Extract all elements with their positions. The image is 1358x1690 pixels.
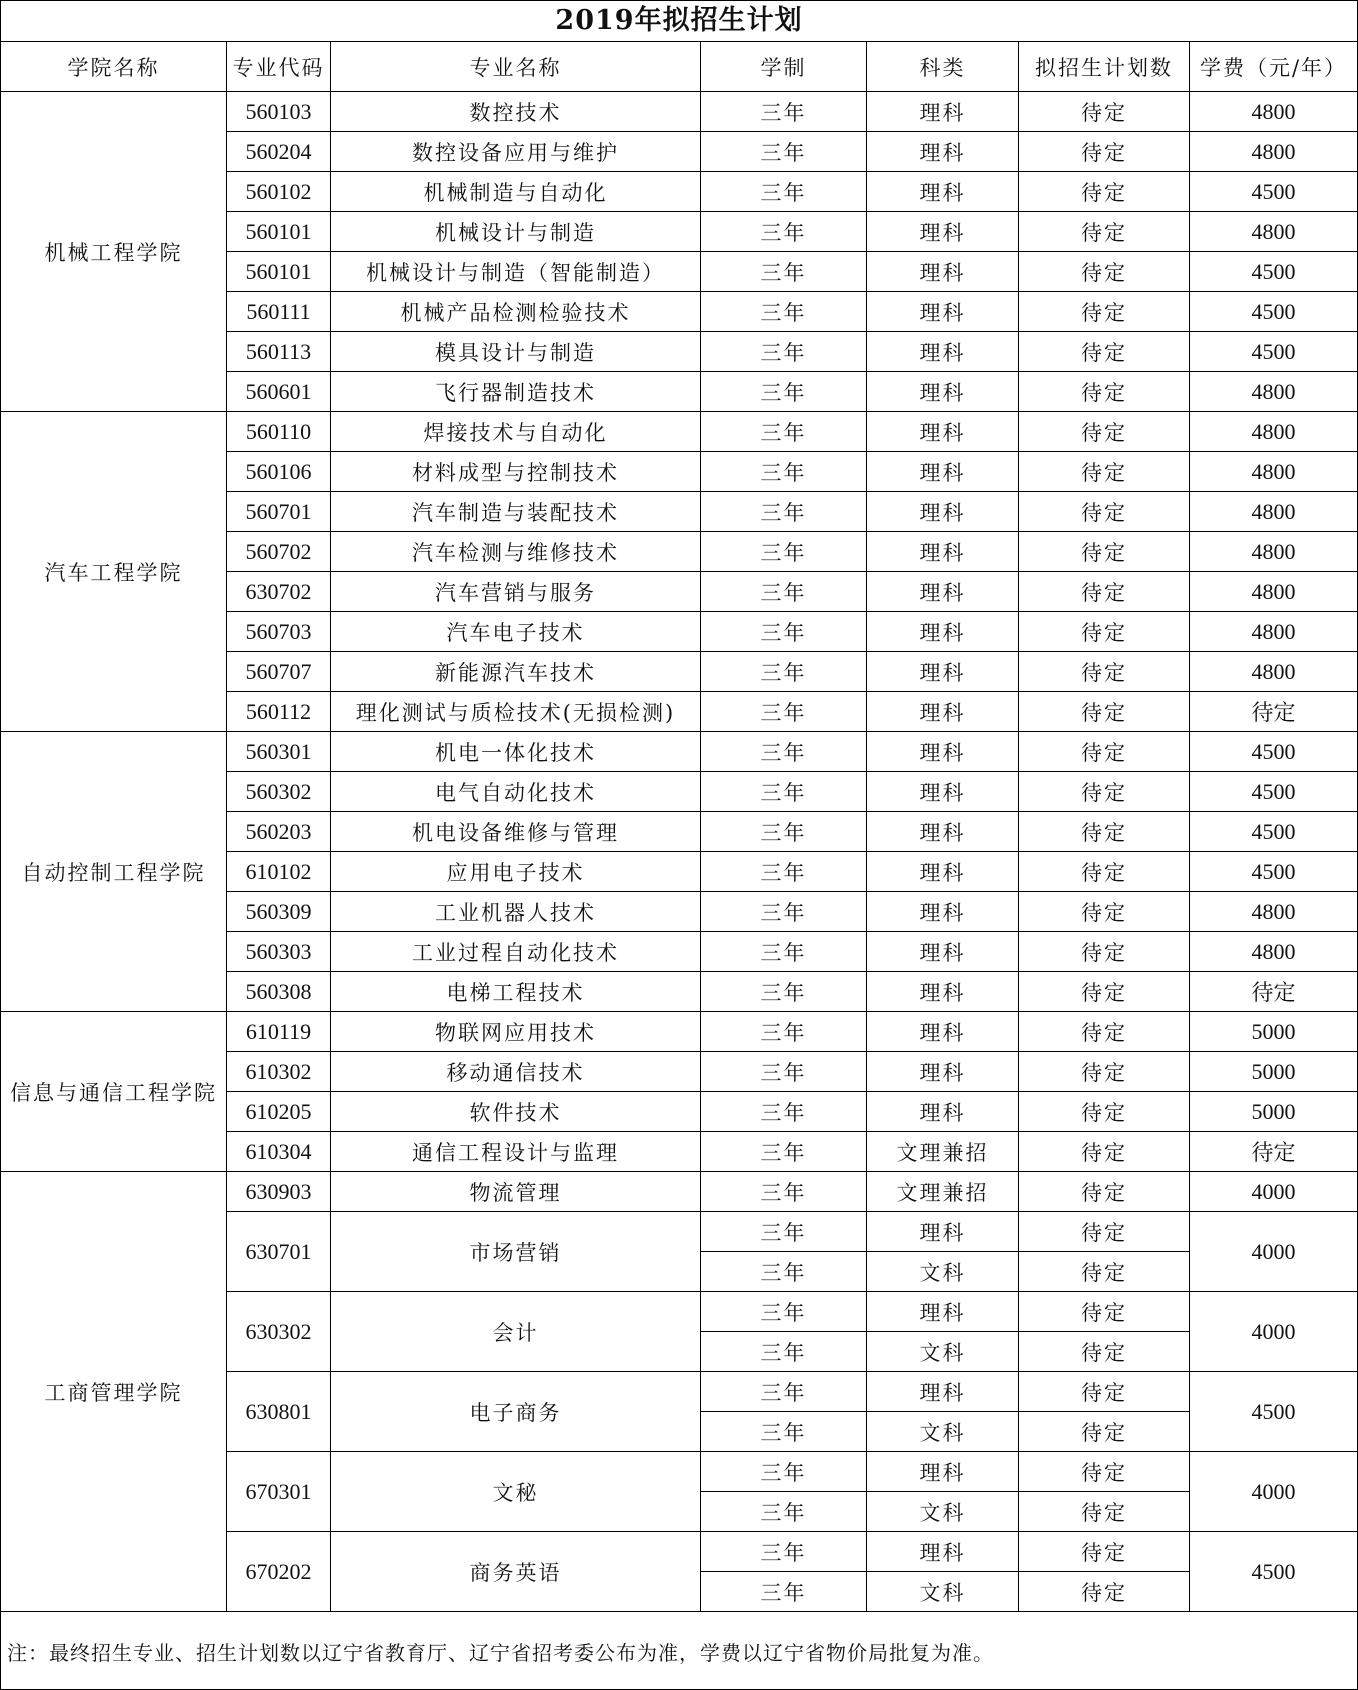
duration-cell: 三年	[701, 132, 867, 172]
category-cell: 理科	[867, 812, 1019, 852]
tuition-fee-cell: 4800	[1190, 572, 1358, 612]
major-name-cell: 机电一体化技术	[331, 732, 701, 772]
major-code-cell: 560112	[227, 692, 331, 732]
table-row	[1, 92, 1358, 132]
plan-count-cell: 待定	[1019, 372, 1190, 412]
category-cell: 理科	[867, 1532, 1019, 1572]
duration-cell: 三年	[701, 1172, 867, 1212]
major-code-cell: 560702	[227, 532, 331, 572]
plan-count-cell: 待定	[1019, 932, 1190, 972]
category-cell: 理科	[867, 172, 1019, 212]
major-name-cell: 通信工程设计与监理	[331, 1132, 701, 1172]
duration-cell: 三年	[701, 692, 867, 732]
major-code-cell: 630701	[227, 1212, 331, 1292]
category-cell: 理科	[867, 1372, 1019, 1412]
category-cell: 理科	[867, 532, 1019, 572]
major-name-cell: 文秘	[331, 1452, 701, 1532]
major-name-cell: 机械制造与自动化	[331, 172, 701, 212]
major-code-cell: 610102	[227, 852, 331, 892]
major-code-cell: 560308	[227, 972, 331, 1012]
tuition-fee-cell: 4800	[1190, 892, 1358, 932]
plan-count-cell: 待定	[1019, 1252, 1190, 1292]
category-cell: 文科	[867, 1332, 1019, 1372]
major-code-cell: 560601	[227, 372, 331, 412]
major-code-cell: 610302	[227, 1052, 331, 1092]
header-row	[1, 42, 1358, 92]
category-cell: 理科	[867, 1052, 1019, 1092]
category-cell: 文科	[867, 1252, 1019, 1292]
major-name-cell: 汽车制造与装配技术	[331, 492, 701, 532]
duration-cell: 三年	[701, 1372, 867, 1412]
major-name-cell: 会计	[331, 1292, 701, 1372]
major-name-cell: 市场营销	[331, 1212, 701, 1292]
tuition-fee-cell: 待定	[1190, 692, 1358, 732]
major-code-cell: 560703	[227, 612, 331, 652]
major-code-cell: 560303	[227, 932, 331, 972]
tuition-fee-cell: 4000	[1190, 1452, 1358, 1532]
duration-cell: 三年	[701, 732, 867, 772]
plan-count-cell: 待定	[1019, 332, 1190, 372]
plan-count-cell: 待定	[1019, 732, 1190, 772]
plan-count-cell: 待定	[1019, 212, 1190, 252]
major-code-cell: 560113	[227, 332, 331, 372]
college-name-cell: 信息与通信工程学院	[1, 1012, 227, 1172]
category-cell: 理科	[867, 1452, 1019, 1492]
tuition-fee-cell: 4000	[1190, 1212, 1358, 1292]
major-code-cell: 560106	[227, 452, 331, 492]
duration-cell: 三年	[701, 1292, 867, 1332]
plan-count-cell: 待定	[1019, 1532, 1190, 1572]
category-cell: 理科	[867, 932, 1019, 972]
plan-count-cell: 待定	[1019, 572, 1190, 612]
plan-count-cell: 待定	[1019, 292, 1190, 332]
major-code-cell: 560707	[227, 652, 331, 692]
category-cell: 理科	[867, 92, 1019, 132]
major-name-cell: 物联网应用技术	[331, 1012, 701, 1052]
duration-cell: 三年	[701, 1252, 867, 1292]
plan-count-cell: 待定	[1019, 1012, 1190, 1052]
duration-cell: 三年	[701, 412, 867, 452]
major-name-cell: 商务英语	[331, 1532, 701, 1612]
table-body	[1, 92, 1358, 1612]
plan-count-cell: 待定	[1019, 1092, 1190, 1132]
plan-count-cell: 待定	[1019, 412, 1190, 452]
duration-cell: 三年	[701, 1132, 867, 1172]
tuition-fee-cell: 待定	[1190, 972, 1358, 1012]
category-cell: 理科	[867, 292, 1019, 332]
major-name-cell: 电子商务	[331, 1372, 701, 1452]
tuition-fee-cell: 4800	[1190, 492, 1358, 532]
tuition-fee-cell: 4800	[1190, 132, 1358, 172]
plan-count-cell: 待定	[1019, 1412, 1190, 1452]
major-name-cell: 移动通信技术	[331, 1052, 701, 1092]
page-title: 2019年拟招生计划	[1, 1, 1357, 42]
category-cell: 理科	[867, 252, 1019, 292]
header-college: 学院名称	[1, 42, 227, 92]
major-code-cell: 560101	[227, 252, 331, 292]
tuition-fee-cell: 4000	[1190, 1292, 1358, 1372]
duration-cell: 三年	[701, 1332, 867, 1372]
category-cell: 文理兼招	[867, 1132, 1019, 1172]
tuition-fee-cell: 4500	[1190, 1372, 1358, 1452]
major-code-cell: 560309	[227, 892, 331, 932]
table-row	[1, 1172, 1358, 1212]
header-plan: 拟招生计划数	[1019, 42, 1190, 92]
tuition-fee-cell: 待定	[1190, 1132, 1358, 1172]
plan-count-cell: 待定	[1019, 132, 1190, 172]
major-name-cell: 理化测试与质检技术(无损检测)	[331, 692, 701, 732]
tuition-fee-cell: 4800	[1190, 212, 1358, 252]
major-code-cell: 560302	[227, 772, 331, 812]
major-code-cell: 560301	[227, 732, 331, 772]
duration-cell: 三年	[701, 172, 867, 212]
tuition-fee-cell: 5000	[1190, 1012, 1358, 1052]
duration-cell: 三年	[701, 572, 867, 612]
major-name-cell: 焊接技术与自动化	[331, 412, 701, 452]
college-name-cell: 工商管理学院	[1, 1172, 227, 1612]
duration-cell: 三年	[701, 892, 867, 932]
header-fee: 学费（元/年）	[1190, 42, 1358, 92]
footnote: 注：最终招生专业、招生计划数以辽宁省教育厅、辽宁省招考委公布为准，学费以辽宁省物价局批复为准。	[1, 1612, 1358, 1690]
plan-count-cell: 待定	[1019, 1212, 1190, 1252]
tuition-fee-cell: 4500	[1190, 852, 1358, 892]
major-name-cell: 数控技术	[331, 92, 701, 132]
major-code-cell: 630702	[227, 572, 331, 612]
plan-count-cell: 待定	[1019, 1052, 1190, 1092]
major-name-cell: 汽车电子技术	[331, 612, 701, 652]
tuition-fee-cell: 4800	[1190, 932, 1358, 972]
category-cell: 文科	[867, 1492, 1019, 1532]
duration-cell: 三年	[701, 1012, 867, 1052]
plan-count-cell: 待定	[1019, 172, 1190, 212]
duration-cell: 三年	[701, 612, 867, 652]
major-name-cell: 材料成型与控制技术	[331, 452, 701, 492]
major-name-cell: 机电设备维修与管理	[331, 812, 701, 852]
category-cell: 文理兼招	[867, 1172, 1019, 1212]
major-code-cell: 610119	[227, 1012, 331, 1052]
plan-count-cell: 待定	[1019, 492, 1190, 532]
tuition-fee-cell: 4500	[1190, 172, 1358, 212]
major-name-cell: 汽车检测与维修技术	[331, 532, 701, 572]
tuition-fee-cell: 4800	[1190, 612, 1358, 652]
category-cell: 文科	[867, 1572, 1019, 1612]
category-cell: 理科	[867, 332, 1019, 372]
plan-count-cell: 待定	[1019, 252, 1190, 292]
tuition-fee-cell: 5000	[1190, 1092, 1358, 1132]
college-name-cell: 汽车工程学院	[1, 412, 227, 732]
duration-cell: 三年	[701, 812, 867, 852]
major-code-cell: 560111	[227, 292, 331, 332]
major-code-cell: 630903	[227, 1172, 331, 1212]
category-cell: 理科	[867, 852, 1019, 892]
tuition-fee-cell: 4800	[1190, 412, 1358, 452]
duration-cell: 三年	[701, 252, 867, 292]
duration-cell: 三年	[701, 332, 867, 372]
duration-cell: 三年	[701, 1052, 867, 1092]
duration-cell: 三年	[701, 932, 867, 972]
category-cell: 理科	[867, 1092, 1019, 1132]
plan-count-cell: 待定	[1019, 892, 1190, 932]
category-cell: 理科	[867, 892, 1019, 932]
major-name-cell: 物流管理	[331, 1172, 701, 1212]
duration-cell: 三年	[701, 972, 867, 1012]
tuition-fee-cell: 5000	[1190, 1052, 1358, 1092]
note-row	[1, 1612, 1358, 1690]
tuition-fee-cell: 4800	[1190, 532, 1358, 572]
tuition-fee-cell: 4800	[1190, 652, 1358, 692]
major-name-cell: 工业机器人技术	[331, 892, 701, 932]
tuition-fee-cell: 4500	[1190, 252, 1358, 292]
major-name-cell: 模具设计与制造	[331, 332, 701, 372]
duration-cell: 三年	[701, 212, 867, 252]
duration-cell: 三年	[701, 292, 867, 332]
major-code-cell: 560103	[227, 92, 331, 132]
major-name-cell: 机械设计与制造	[331, 212, 701, 252]
category-cell: 理科	[867, 452, 1019, 492]
major-name-cell: 软件技术	[331, 1092, 701, 1132]
header-major: 专业名称	[331, 42, 701, 92]
category-cell: 文科	[867, 1412, 1019, 1452]
duration-cell: 三年	[701, 652, 867, 692]
plan-count-cell: 待定	[1019, 812, 1190, 852]
major-code-cell: 560204	[227, 132, 331, 172]
plan-count-cell: 待定	[1019, 1492, 1190, 1532]
table-row	[1, 412, 1358, 452]
major-name-cell: 汽车营销与服务	[331, 572, 701, 612]
plan-count-cell: 待定	[1019, 1292, 1190, 1332]
duration-cell: 三年	[701, 92, 867, 132]
major-name-cell: 电气自动化技术	[331, 772, 701, 812]
category-cell: 理科	[867, 612, 1019, 652]
enrollment-table	[0, 42, 1358, 1690]
plan-count-cell: 待定	[1019, 652, 1190, 692]
college-name-cell: 自动控制工程学院	[1, 732, 227, 1012]
plan-count-cell: 待定	[1019, 692, 1190, 732]
duration-cell: 三年	[701, 852, 867, 892]
major-name-cell: 工业过程自动化技术	[331, 932, 701, 972]
tuition-fee-cell: 4500	[1190, 772, 1358, 812]
plan-count-cell: 待定	[1019, 92, 1190, 132]
duration-cell: 三年	[701, 452, 867, 492]
plan-count-cell: 待定	[1019, 1332, 1190, 1372]
plan-count-cell: 待定	[1019, 1572, 1190, 1612]
major-name-cell: 机械设计与制造（智能制造）	[331, 252, 701, 292]
category-cell: 理科	[867, 732, 1019, 772]
major-code-cell: 670202	[227, 1532, 331, 1612]
header-category: 科类	[867, 42, 1019, 92]
duration-cell: 三年	[701, 1452, 867, 1492]
duration-cell: 三年	[701, 772, 867, 812]
category-cell: 理科	[867, 692, 1019, 732]
major-code-cell: 630302	[227, 1292, 331, 1372]
category-cell: 理科	[867, 1212, 1019, 1252]
major-name-cell: 机械产品检测检验技术	[331, 292, 701, 332]
plan-count-cell: 待定	[1019, 772, 1190, 812]
major-code-cell: 560203	[227, 812, 331, 852]
tuition-fee-cell: 4500	[1190, 292, 1358, 332]
duration-cell: 三年	[701, 532, 867, 572]
header-code: 专业代码	[227, 42, 331, 92]
tuition-fee-cell: 4800	[1190, 372, 1358, 412]
tuition-fee-cell: 4800	[1190, 452, 1358, 492]
major-name-cell: 数控设备应用与维护	[331, 132, 701, 172]
duration-cell: 三年	[701, 1572, 867, 1612]
major-code-cell: 630801	[227, 1372, 331, 1452]
duration-cell: 三年	[701, 1492, 867, 1532]
header-duration: 学制	[701, 42, 867, 92]
category-cell: 理科	[867, 1012, 1019, 1052]
category-cell: 理科	[867, 652, 1019, 692]
major-code-cell: 670301	[227, 1452, 331, 1532]
category-cell: 理科	[867, 772, 1019, 812]
table-row	[1, 1012, 1358, 1052]
duration-cell: 三年	[701, 1412, 867, 1452]
tuition-fee-cell: 4500	[1190, 1532, 1358, 1612]
major-code-cell: 560701	[227, 492, 331, 532]
duration-cell: 三年	[701, 1092, 867, 1132]
major-code-cell: 560102	[227, 172, 331, 212]
table-row	[1, 732, 1358, 772]
plan-count-cell: 待定	[1019, 1172, 1190, 1212]
plan-count-cell: 待定	[1019, 532, 1190, 572]
category-cell: 理科	[867, 1292, 1019, 1332]
major-code-cell: 610304	[227, 1132, 331, 1172]
tuition-fee-cell: 4800	[1190, 92, 1358, 132]
category-cell: 理科	[867, 412, 1019, 452]
category-cell: 理科	[867, 212, 1019, 252]
plan-count-cell: 待定	[1019, 852, 1190, 892]
major-name-cell: 新能源汽车技术	[331, 652, 701, 692]
plan-count-cell: 待定	[1019, 1132, 1190, 1172]
tuition-fee-cell: 4500	[1190, 812, 1358, 852]
plan-count-cell: 待定	[1019, 1452, 1190, 1492]
plan-count-cell: 待定	[1019, 1372, 1190, 1412]
duration-cell: 三年	[701, 372, 867, 412]
tuition-fee-cell: 4500	[1190, 332, 1358, 372]
major-code-cell: 610205	[227, 1092, 331, 1132]
college-name-cell: 机械工程学院	[1, 92, 227, 412]
category-cell: 理科	[867, 132, 1019, 172]
plan-count-cell: 待定	[1019, 452, 1190, 492]
duration-cell: 三年	[701, 492, 867, 532]
plan-count-cell: 待定	[1019, 972, 1190, 1012]
duration-cell: 三年	[701, 1532, 867, 1572]
plan-count-cell: 待定	[1019, 612, 1190, 652]
duration-cell: 三年	[701, 1212, 867, 1252]
category-cell: 理科	[867, 972, 1019, 1012]
category-cell: 理科	[867, 492, 1019, 532]
major-name-cell: 电梯工程技术	[331, 972, 701, 1012]
category-cell: 理科	[867, 572, 1019, 612]
category-cell: 理科	[867, 372, 1019, 412]
major-name-cell: 应用电子技术	[331, 852, 701, 892]
major-code-cell: 560110	[227, 412, 331, 452]
major-name-cell: 飞行器制造技术	[331, 372, 701, 412]
major-code-cell: 560101	[227, 212, 331, 252]
tuition-fee-cell: 4500	[1190, 732, 1358, 772]
tuition-fee-cell: 4000	[1190, 1172, 1358, 1212]
